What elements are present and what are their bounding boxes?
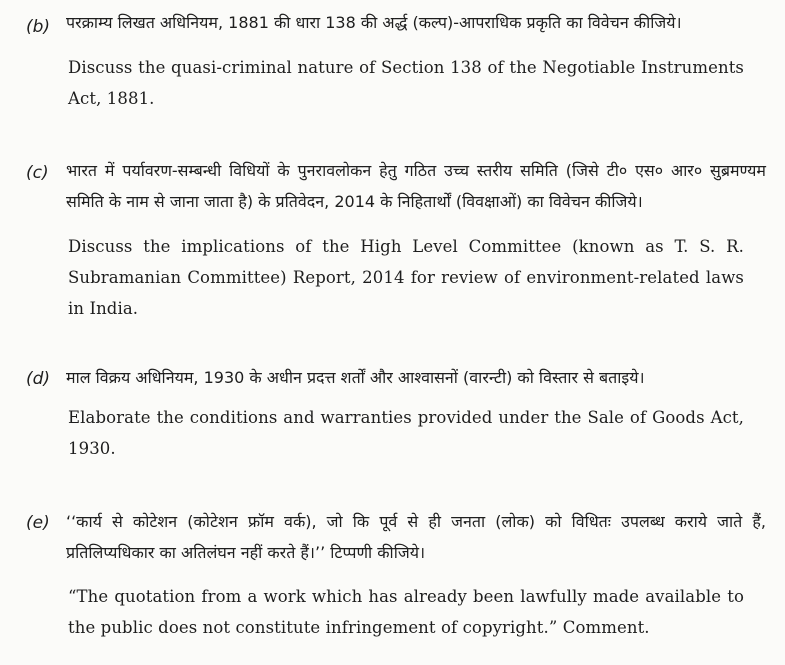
question-hindi-text: ‘‘कार्य से कोटेशन (कोटेशन फ्रॉम वर्क), जो कि पूर्व से ही जनता (लोक) को विधितः उपलब्ध कराये जाते हैं, प्रतिलिप्यधिकार का अतिलंघन नहीं करते हैं।’’ टिप्पणी कीजिये। [66, 512, 766, 562]
question-label: (e) [26, 513, 50, 533]
question-hindi-text: माल विक्रय अधिनियम, 1930 के अधीन प्रदत्त शर्तों और आश्वासनों (वारन्टी) को विस्तार से बताइये। [66, 368, 645, 387]
question-label: (c) [26, 163, 49, 183]
question-english-text: Elaborate the conditions and warranties provided under the Sale of Goods Act, 1930. [68, 408, 744, 458]
question-hindi-text: भारत में पर्यावरण-सम्बन्धी विधियों के पुनरावलोकन हेतु गठित उच्च स्तरीय समिति (जिसे टी० एस० आर० सुब्रमण्यम समिति के नाम से जाना जाता है) के प्रतिवेदन, 2014 के निहितार्थों (विवक्षाओं) का विवेचन कीजिये। [66, 161, 766, 211]
question-english-text: “The quotation from a work which has already been lawfully made available to the public does not constitute infringement of copyright.” Comment. [68, 587, 744, 637]
question-english-text: Discuss the implications of the High Level Committee (known as T. S. R. Subramanian Committee) Report, 2014 for review of environment-related laws in India. [68, 237, 744, 318]
question-english-text: Discuss the quasi-criminal nature of Section 138 of the Negotiable Instruments Act, 1881. [68, 58, 744, 108]
question-label: (b) [26, 17, 51, 37]
question-label: (d) [26, 369, 51, 389]
question-hindi-text: परक्राम्य लिखत अधिनियम, 1881 की धारा 138 की अर्द्ध (कल्प)-आपराधिक प्रकृति का विवेचन कीजिये। [66, 13, 682, 32]
